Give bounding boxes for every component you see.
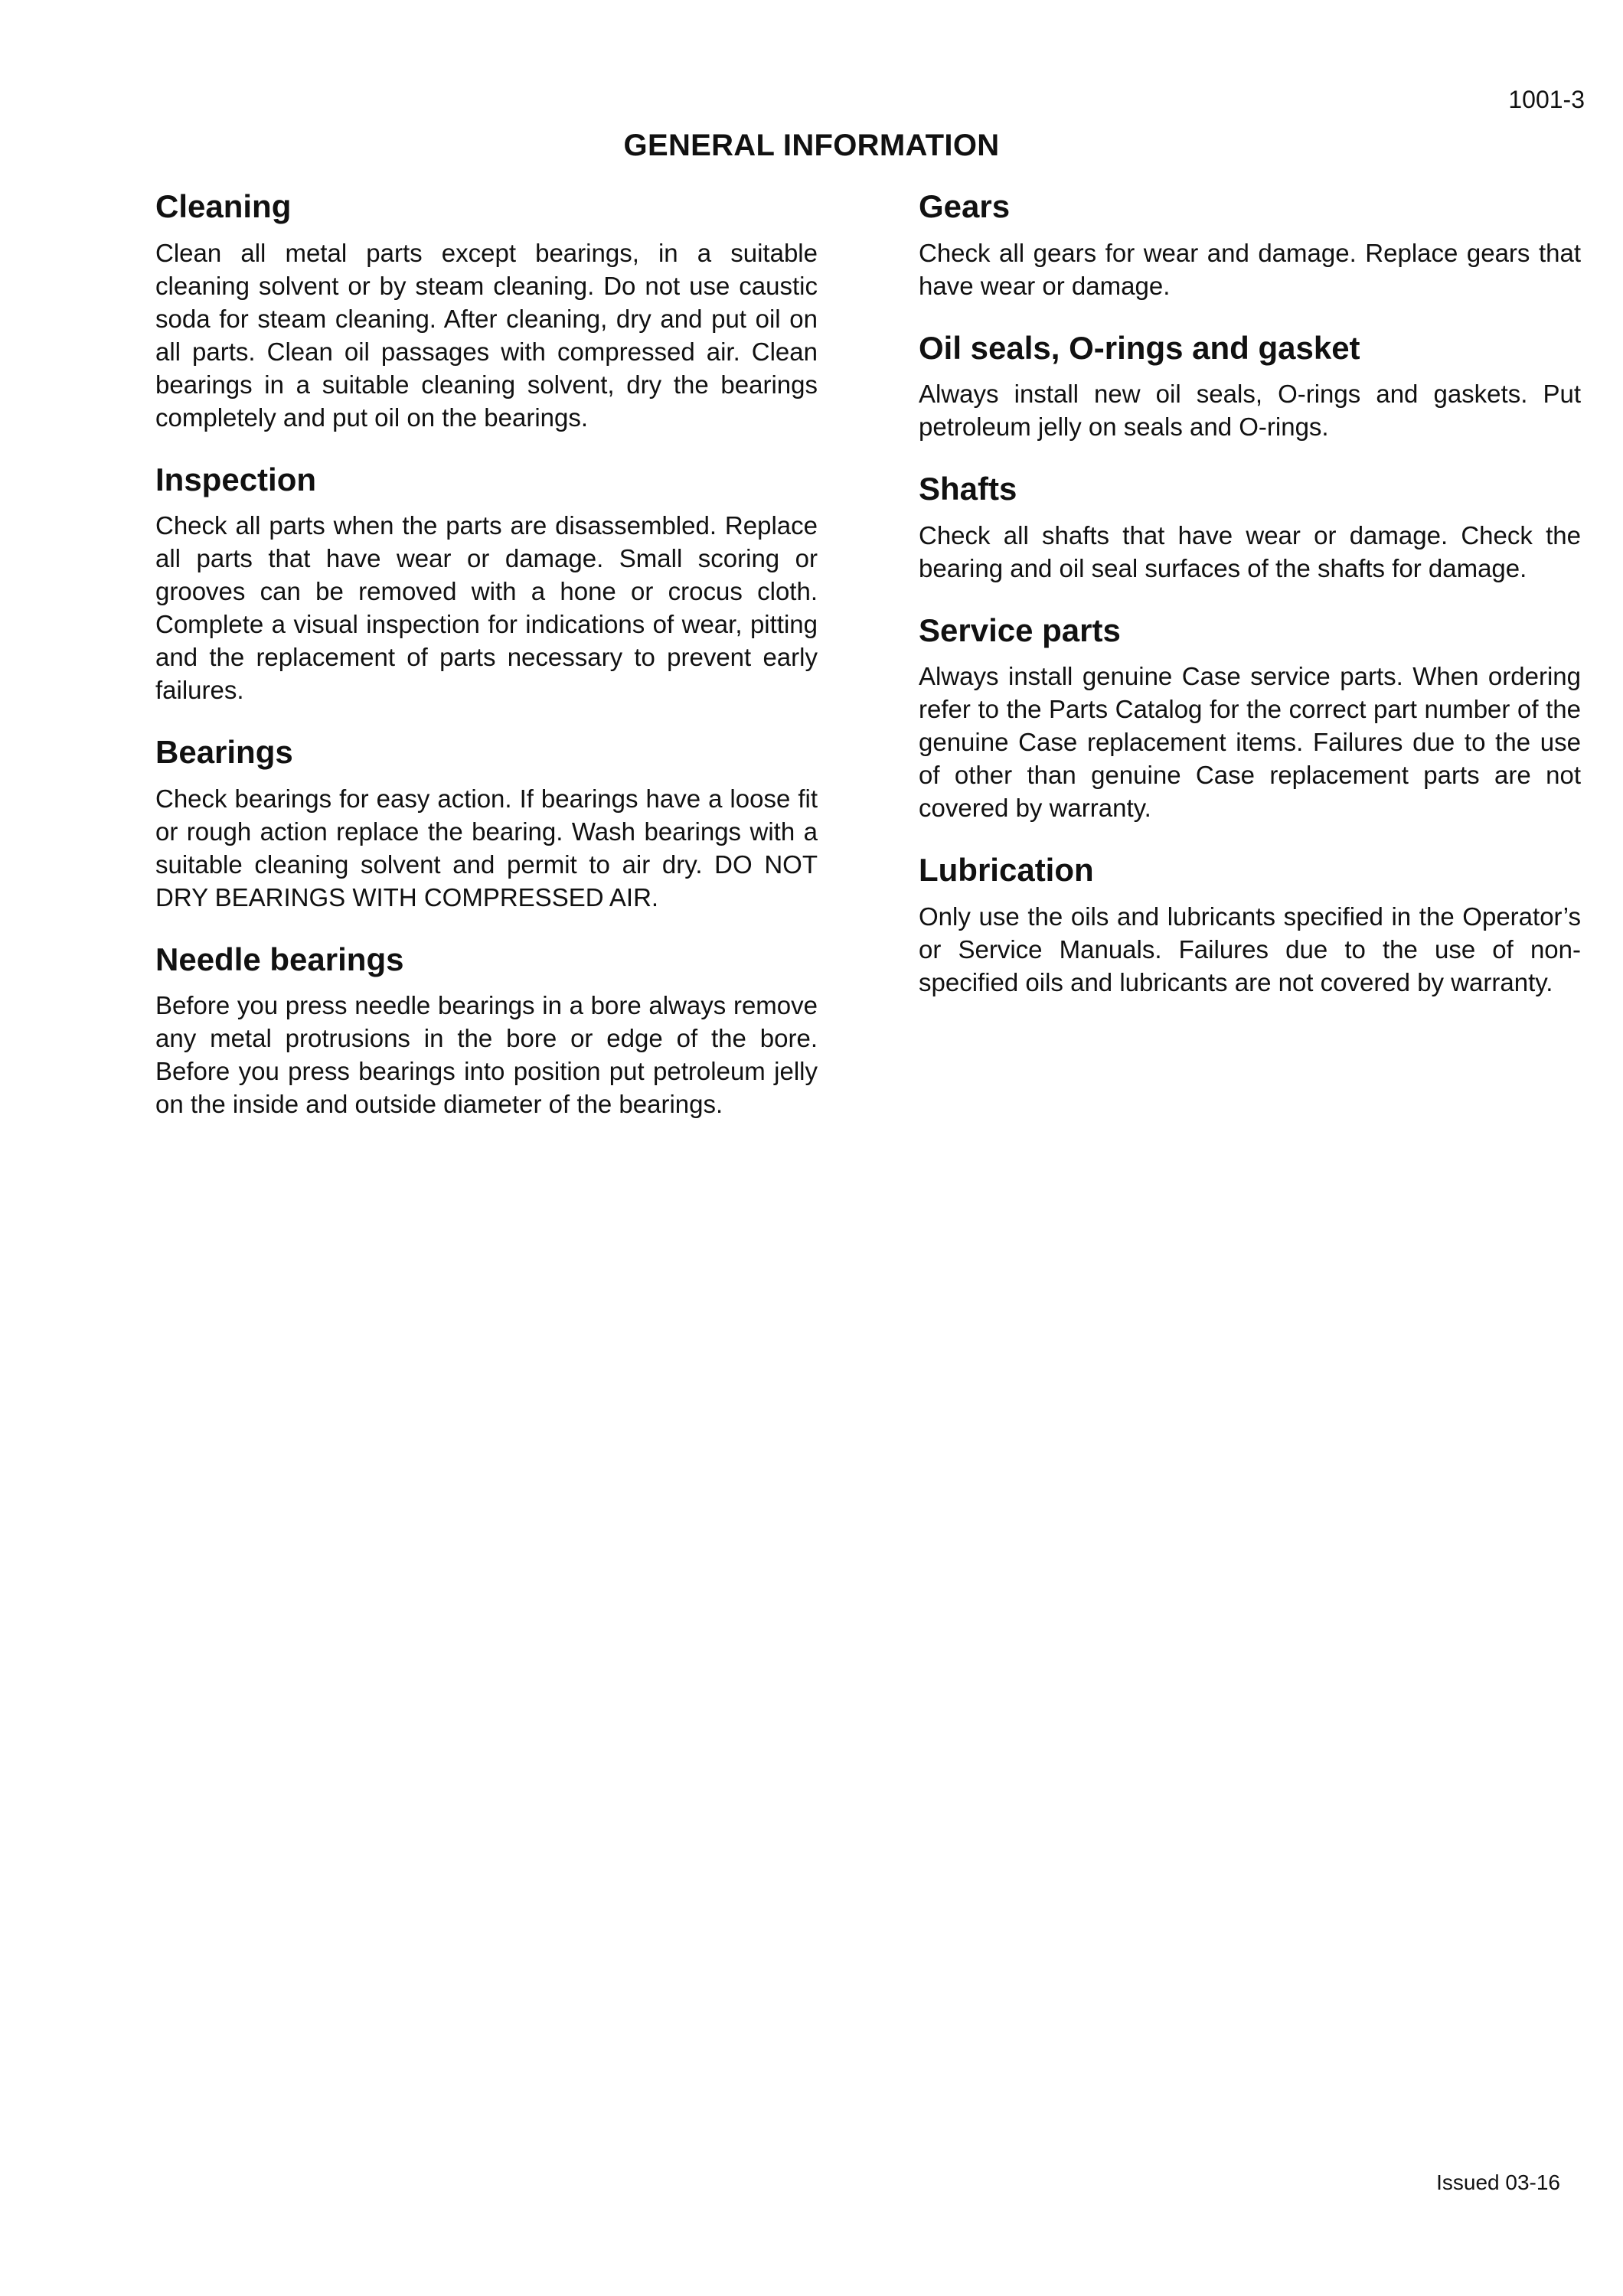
page-title: GENERAL INFORMATION (623, 129, 1000, 162)
section-body: Before you press needle bearings in a bore always remove any metal protrusions in the bore or edge of the bore. Before you press bearings into position put petroleum jelly on the inside and outside diameter of the bearings. (155, 991, 818, 1118)
section-inspection (155, 460, 818, 707)
section-heading: Inspection (155, 461, 317, 497)
section-cleaning (155, 187, 818, 434)
page-number: 1001-3 (1508, 86, 1585, 113)
section-needle-bearings (155, 940, 818, 1121)
section-heading: Oil seals, O-rings and gasket (919, 329, 1360, 366)
left-column (155, 187, 818, 1146)
section-service-parts (919, 611, 1581, 825)
section-heading: Needle bearings (155, 941, 404, 977)
section-body: Only use the oils and lubricants specified in the Operator’s or Service Manuals. Failures due to the use of non-specified oils and lubricants are not covered by warranty. (919, 902, 1581, 996)
section-body: Always install genuine Case service parts. When ordering refer to the Parts Catalog for the correct part number of the genuine Case replacement items. Failures due to the use of other than genuine Case replacement parts are not covered by warranty. (919, 662, 1581, 822)
section-shafts (919, 469, 1581, 585)
section-body: Check bearings for easy action. If bearings have a loose fit or rough action replace the bearing. Wash bearings with a suitable cleaning solvent and permit to air dry. DO NOT DRY BEARINGS WITH COMPRESSED AIR. (155, 784, 818, 912)
section-body: Always install new oil seals, O-rings and gaskets. Put petroleum jelly on seals and O-rings. (919, 380, 1581, 441)
section-heading: Cleaning (155, 188, 292, 224)
right-column (919, 187, 1581, 1025)
section-body: Check all shafts that have wear or damage. Check the bearing and oil seal surfaces of the shafts for damage. (919, 520, 1581, 582)
section-heading: Gears (919, 188, 1011, 224)
section-body: Clean all metal parts except bearings, in a suitable cleaning solvent or by steam cleaning. Do not use caustic soda for steam cleaning. After cleaning, dry and put oil on all parts. Clean oil passages with compressed air. Clean bearings in a suitable cleaning solvent, dry the bearings completely and put oil on the bearings. (155, 238, 818, 432)
section-heading: Bearings (155, 734, 293, 770)
issued-date: Issued 03-16 (1436, 2170, 1560, 2194)
section-gears (919, 187, 1581, 302)
section-body: Check all gears for wear and damage. Replace gears that have wear or damage. (919, 238, 1581, 300)
section-heading: Service parts (919, 612, 1121, 648)
section-body: Check all parts when the parts are disassembled. Replace all parts that have wear or damage. Small scoring or grooves can be removed with a hone or crocus cloth. Complete a visual inspection for indications of wear, pitting and the replacement of parts necessary to prevent early failures. (155, 511, 818, 704)
section-oil-seals (919, 328, 1581, 444)
section-bearings (155, 732, 818, 914)
section-lubrication (919, 850, 1581, 999)
section-heading: Shafts (919, 471, 1017, 507)
section-heading: Lubrication (919, 852, 1094, 888)
